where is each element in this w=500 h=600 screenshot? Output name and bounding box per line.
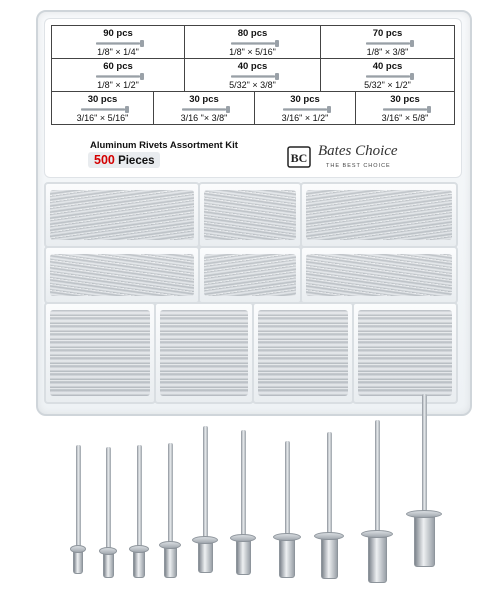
brand-name: Bates Choice: [318, 143, 398, 159]
compartment-tray: [44, 182, 458, 404]
rivet-pile: [358, 310, 452, 396]
compartment: [198, 246, 302, 304]
rivet-mandrel: [76, 445, 81, 547]
logo-letters: BC: [290, 151, 308, 165]
cell-size: 3/16" × 5/16": [76, 113, 129, 123]
rivet-pile: [306, 190, 452, 240]
cell-qty: 30 pcs: [390, 94, 420, 105]
rivet-mandrel: [203, 426, 208, 538]
rivet-icon: [231, 75, 275, 78]
display-rivet: [304, 432, 354, 582]
rivet-icon: [81, 108, 125, 111]
rivet-icon: [182, 108, 226, 111]
cell-size: 3/16 "× 3/8": [180, 113, 228, 123]
lid-cell-4: [51, 58, 185, 92]
rivet-icon: [283, 108, 327, 111]
rivet-icon: [96, 42, 140, 45]
cell-qty: 40 pcs: [237, 61, 268, 72]
kit-count-number: 500: [94, 153, 115, 167]
rivet-mandrel: [285, 441, 290, 535]
rivet-icon: [366, 42, 410, 45]
rivet-icon: [366, 75, 410, 78]
rivet-pile: [258, 310, 348, 396]
cell-size: 5/32" × 1/2": [364, 80, 411, 90]
rivet-pile: [204, 254, 296, 296]
cell-qty: 90 pcs: [103, 28, 133, 39]
cell-qty: 30 pcs: [189, 94, 219, 105]
display-rivet: [352, 420, 402, 586]
rivet-head: [192, 536, 218, 544]
cell-qty: 30 pcs: [290, 94, 320, 105]
rivet-pile: [306, 254, 452, 296]
rivet-mandrel: [137, 445, 142, 547]
compartment: [44, 182, 200, 248]
rivet-head: [230, 534, 256, 542]
rivet-mandrel: [422, 394, 427, 512]
kit-title: Aluminum Rivets Assortment Kit: [90, 140, 238, 151]
lid-cell-5: [184, 58, 321, 92]
compartment: [252, 302, 354, 404]
cell-qty: 30 pcs: [87, 94, 118, 105]
cell-size: 1/8" × 1/2": [97, 80, 139, 90]
rivet-mandrel: [241, 430, 246, 536]
rivet-pile: [50, 254, 194, 296]
rivet-head: [159, 541, 181, 549]
cell-qty: 60 pcs: [103, 61, 133, 72]
cell-qty: 80 pcs: [237, 28, 268, 39]
lid-cell-9: [254, 91, 356, 125]
rivet-body: [164, 548, 177, 578]
compartment: [352, 302, 458, 404]
rivet-body: [414, 517, 435, 567]
brand-tagline: THE BEST CHOICE: [326, 163, 391, 169]
compartment: [300, 182, 458, 248]
cell-qty: 70 pcs: [372, 28, 403, 39]
rivet-body: [198, 543, 213, 573]
rivet-pile: [50, 310, 150, 396]
rivet-body: [279, 540, 295, 578]
kit-count-unit: Pieces: [118, 155, 155, 167]
compartment: [44, 302, 156, 404]
lid-cell-10: [355, 91, 455, 125]
rivet-body: [321, 539, 338, 579]
lid-cell-7: [51, 91, 154, 125]
rivet-head: [361, 530, 393, 538]
cell-size: 5/32" × 3/8": [229, 80, 276, 90]
rivet-head: [273, 533, 301, 541]
brand-logo-icon: [287, 146, 311, 168]
compartment: [44, 246, 200, 304]
rivet-body: [133, 552, 145, 578]
rivet-icon: [96, 75, 140, 78]
lid-cell-8: [153, 91, 255, 125]
cell-size: 3/16" × 1/2": [281, 113, 329, 123]
rivet-body: [236, 541, 251, 575]
rivet-body: [368, 537, 387, 583]
rivet-body: [73, 552, 83, 574]
rivet-head: [314, 532, 344, 540]
rivet-head: [406, 510, 442, 518]
lid-cell-6: [320, 58, 455, 92]
cell-size: 1/8" × 5/16": [229, 47, 276, 57]
rivet-pile: [50, 190, 194, 240]
rivet-mandrel: [327, 432, 332, 534]
cell-size: 1/8" × 3/8": [366, 47, 409, 57]
display-rivet: [218, 430, 268, 578]
cell-qty: 40 pcs: [372, 61, 403, 72]
rivet-pile: [204, 190, 296, 240]
kit-count: [94, 153, 155, 167]
rivet-body: [103, 554, 114, 578]
cell-size: 3/16" × 5/8": [381, 113, 429, 123]
compartment: [154, 302, 254, 404]
display-rivet: [399, 394, 449, 570]
rivet-mandrel: [168, 443, 173, 543]
rivet-mandrel: [375, 420, 380, 532]
lid-cell-2: [184, 25, 321, 59]
compartment: [198, 182, 302, 248]
cell-size: 1/8" × 1/4": [97, 47, 139, 57]
rivet-icon: [231, 42, 275, 45]
lid-cell-1: [51, 25, 185, 59]
rivet-pile: [160, 310, 248, 396]
compartment: [300, 246, 458, 304]
rivet-mandrel: [106, 447, 111, 549]
rivet-icon: [383, 108, 427, 111]
lid-cell-3: [320, 25, 455, 59]
